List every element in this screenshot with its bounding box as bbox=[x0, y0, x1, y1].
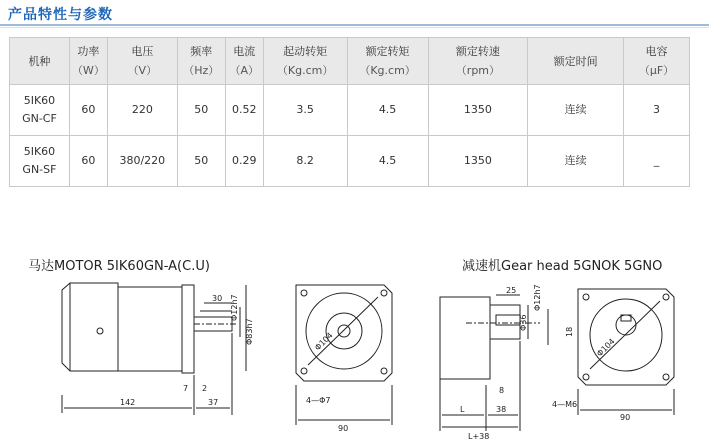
motor-shaft-length-label: 37 bbox=[208, 398, 219, 407]
title-divider-thin bbox=[0, 27, 709, 28]
cell-current: 0.29 bbox=[225, 136, 263, 187]
cell-capacitor: 3 bbox=[624, 85, 690, 136]
cell-rated-torque: 4.5 bbox=[347, 85, 428, 136]
header-power: 功率 （W） bbox=[69, 38, 107, 85]
motor-d7-label: 7 bbox=[183, 384, 189, 393]
cell-rated-time: 连续 bbox=[528, 85, 624, 136]
gear-length-label: L bbox=[460, 405, 465, 414]
cell-rated-speed: 1350 bbox=[428, 136, 528, 187]
cell-rated-speed: 1350 bbox=[428, 85, 528, 136]
gear-front-view bbox=[578, 289, 674, 415]
table-header-row bbox=[10, 38, 690, 85]
cell-rated-time: 连续 bbox=[528, 136, 624, 187]
motor-d2-label: 2 bbox=[202, 384, 208, 393]
header-model: 机种 bbox=[10, 38, 70, 85]
gear-shaft-diameter-label: Φ12h7 bbox=[533, 284, 542, 311]
technical-drawings bbox=[0, 245, 709, 448]
gear-d25-label: 25 bbox=[506, 286, 517, 295]
motor-shaft-diameter-label: Φ12h7 bbox=[230, 294, 239, 321]
cell-voltage: 220 bbox=[107, 85, 177, 136]
cell-voltage: 380/220 bbox=[107, 136, 177, 187]
cell-model: 5IK60 GN-CF bbox=[10, 85, 70, 136]
header-rated-speed: 额定转速 （rpm） bbox=[428, 38, 528, 85]
header-starting-torque: 起动转矩 （Kg.cm） bbox=[263, 38, 347, 85]
cell-capacitor: _ bbox=[624, 136, 690, 187]
gear-d38-label: 38 bbox=[496, 405, 507, 414]
gear-pcd-label: Φ104 bbox=[595, 336, 617, 359]
cell-current: 0.52 bbox=[225, 85, 263, 136]
motor-drawing-title: 马达MOTOR 5IK60GN-A(C.U) bbox=[28, 259, 210, 274]
cell-power: 60 bbox=[69, 136, 107, 187]
gear-boss-diameter-label: Φ36 bbox=[519, 314, 528, 331]
header-rated-torque: 额定转矩 （Kg.cm） bbox=[347, 38, 428, 85]
cell-power: 60 bbox=[69, 85, 107, 136]
header-current: 电流 （A） bbox=[225, 38, 263, 85]
title-divider bbox=[0, 24, 709, 26]
motor-flange-diameter-label: Φ83h7 bbox=[245, 318, 254, 345]
motor-length-label: 142 bbox=[120, 398, 136, 407]
header-capacitor: 电容 （μF） bbox=[624, 38, 690, 85]
table-row bbox=[10, 85, 690, 136]
cell-model: 5IK60 GN-SF bbox=[10, 136, 70, 187]
spec-table bbox=[9, 37, 690, 187]
gear-d18-label: 18 bbox=[565, 326, 574, 337]
section-title: 产品特性与参数 bbox=[8, 7, 113, 23]
cell-rated-torque: 4.5 bbox=[347, 136, 428, 187]
gear-side-view bbox=[440, 295, 548, 431]
gear-width-label: 90 bbox=[620, 413, 631, 422]
header-frequency: 频率 （Hz） bbox=[177, 38, 225, 85]
motor-width-label: 90 bbox=[338, 424, 349, 433]
table-row bbox=[10, 136, 690, 187]
motor-holes-label: 4—Φ7 bbox=[306, 396, 331, 405]
gear-holes-label: 4—M6 bbox=[552, 400, 578, 409]
gear-total-length-label: L+38 bbox=[468, 432, 490, 441]
cell-starting-torque: 8.2 bbox=[263, 136, 347, 187]
motor-pcd-label: Φ104 bbox=[313, 330, 335, 353]
cell-frequency: 50 bbox=[177, 136, 225, 187]
cell-frequency: 50 bbox=[177, 85, 225, 136]
motor-key-length-label: 30 bbox=[212, 294, 223, 303]
header-rated-time: 额定时间 bbox=[528, 38, 624, 85]
gear-drawing-title: 减速机Gear head 5GNOK 5GNO bbox=[462, 259, 663, 274]
header-voltage: 电压 （V） bbox=[107, 38, 177, 85]
gear-d8-label: 8 bbox=[499, 386, 505, 395]
cell-starting-torque: 3.5 bbox=[263, 85, 347, 136]
